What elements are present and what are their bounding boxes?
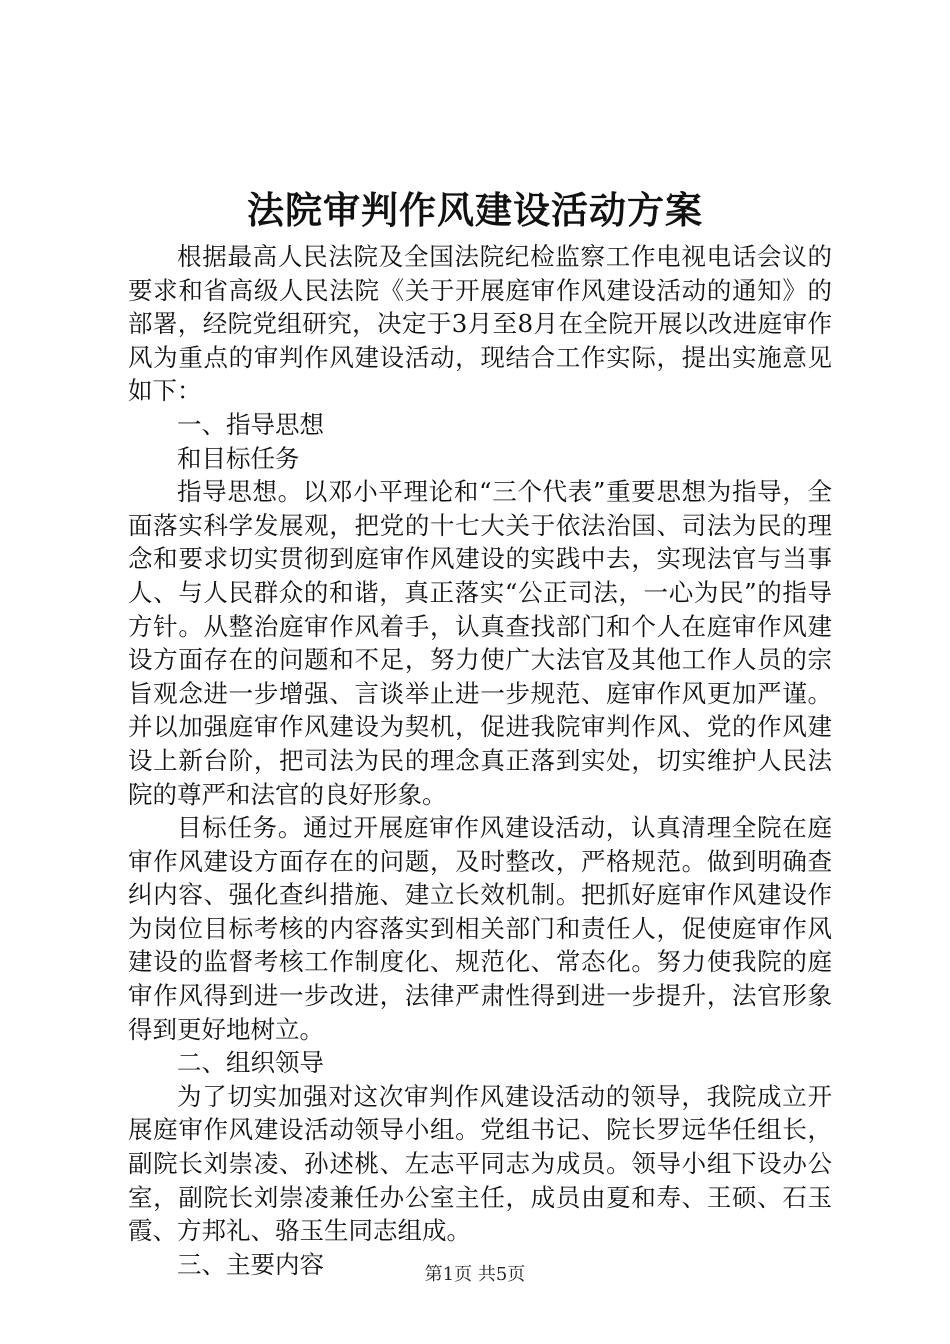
section-heading-organization: 二、组织领导 [177,1048,324,1078]
goals-paragraph: 目标任务。通过开展庭审作风建设活动，认真清理全院在庭审作风建设方面存在的问题，及时整改，严格规范。做到明确查纠内容、强化查纠措施、建立长效机制。把抓好庭审作风建设作为岗位目标考核的内容落实到相关部门和责任人，促使庭审作风建设的监督考核工作制度化、规范化、常态化。努力使我院的庭审作风得到进一步改进，法律严肃性得到进一步提升，法官形象得到更好地树立。 [128,813,832,1044]
intro-paragraph: 根据最高人民法院及全国法院纪检监察工作电视电话会议的要求和省高级人民法院《关于开展庭审作风建设活动的通知》的部署，经院党组研究，决定于3月至8月在全院开展以改进庭审作风为重点的审判作风建设活动，现结合工作实际，提出实施意见如下： [128,242,832,406]
organization-paragraph: 为了切实加强对这次审判作风建设活动的领导，我院成立开展庭审作风建设活动领导小组。党组书记、院长罗远华任组长，副院长刘崇凌、孙述桃、左志平同志为成员。领导小组下设办公室，副院长刘崇凌兼任办公室主任，成员由夏和寿、王硕、石玉霞、方邦礼、骆玉生同志组成。 [128,1081,832,1246]
document-body [128,240,832,1281]
section-heading-goals: 和目标任务 [177,443,300,473]
page-title: 法院审判作风建设活动方案 [247,188,703,232]
guiding-thought-paragraph: 指导思想。以邓小平理论和“三个代表”重要思想为指导，全面落实科学发展观，把党的十七大关于依法治国、司法为民的理念和要求切实贯彻到庭审作风建设的实践中去，实现法官与当事人、与人民群众的和谐，真正落实“公正司法，一心为民”的指导方针。从整治庭审作风着手，认真查找部门和个人在庭审作风建设方面存在的问题和不足，努力使广大法官及其他工作人员的宗旨观念进一步增强、言谈举止进一步规范、庭审作风更加严谨。并以加强庭审作风建设为契机，促进我院审判作风、党的作风建设上新台阶，把司法为民的理念真正落到实处，切实维护人民法院的尊严和法官的良好形象。 [128,477,832,809]
page-footer: 第1页 共5页 [424,1264,526,1285]
section-heading-guiding-thought: 一、指导思想 [177,409,324,439]
section-heading-main-content: 三、主要内容 [177,1249,324,1279]
